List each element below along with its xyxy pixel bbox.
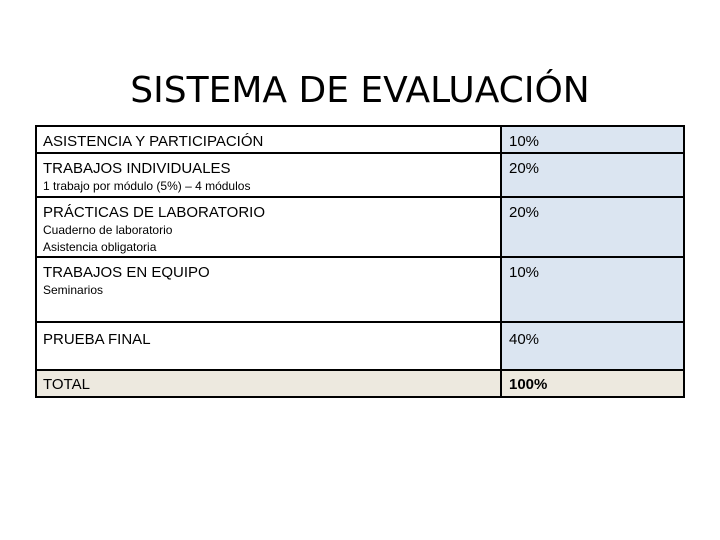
row-label: TRABAJOS EN EQUIPO [43, 264, 210, 281]
row-label: TRABAJOS INDIVIDUALES [43, 160, 231, 177]
table-row [36, 126, 684, 153]
row-label-cell [36, 153, 501, 197]
row-value-cell [501, 153, 684, 197]
row-label: PRÁCTICAS DE LABORATORIO [43, 204, 265, 221]
row-note: Seminarios [43, 283, 104, 297]
row-value-cell [501, 126, 684, 153]
row-value-cell [501, 257, 684, 322]
total-value-cell [501, 370, 684, 397]
row-label-cell [36, 126, 501, 153]
total-label-cell [36, 370, 501, 397]
row-label-cell [36, 322, 501, 370]
row-value-cell [501, 322, 684, 370]
row-note: Asistencia obligatoria [43, 240, 157, 254]
row-value: 10% [509, 133, 540, 150]
table-row [36, 153, 684, 197]
row-value: 40% [509, 331, 540, 348]
row-value: 20% [509, 160, 540, 177]
row-label: PRUEBA FINAL [43, 331, 151, 348]
total-value: 100% [509, 376, 548, 393]
row-label: ASISTENCIA Y PARTICIPACIÓN [43, 133, 264, 150]
row-value: 20% [509, 204, 540, 221]
total-label: TOTAL [43, 376, 90, 393]
table-row [36, 257, 684, 322]
row-value: 10% [509, 264, 540, 281]
row-label-cell [36, 257, 501, 322]
page-title: SISTEMA DE EVALUACIÓN [130, 70, 590, 112]
evaluation-table [35, 125, 685, 398]
row-value-cell [501, 197, 684, 257]
row-label-cell [36, 197, 501, 257]
table-row [36, 322, 684, 370]
table-row [36, 197, 684, 257]
total-row [36, 370, 684, 397]
row-note: 1 trabajo por módulo (5%) – 4 módulos [43, 179, 251, 193]
row-note: Cuaderno de laboratorio [43, 223, 173, 237]
